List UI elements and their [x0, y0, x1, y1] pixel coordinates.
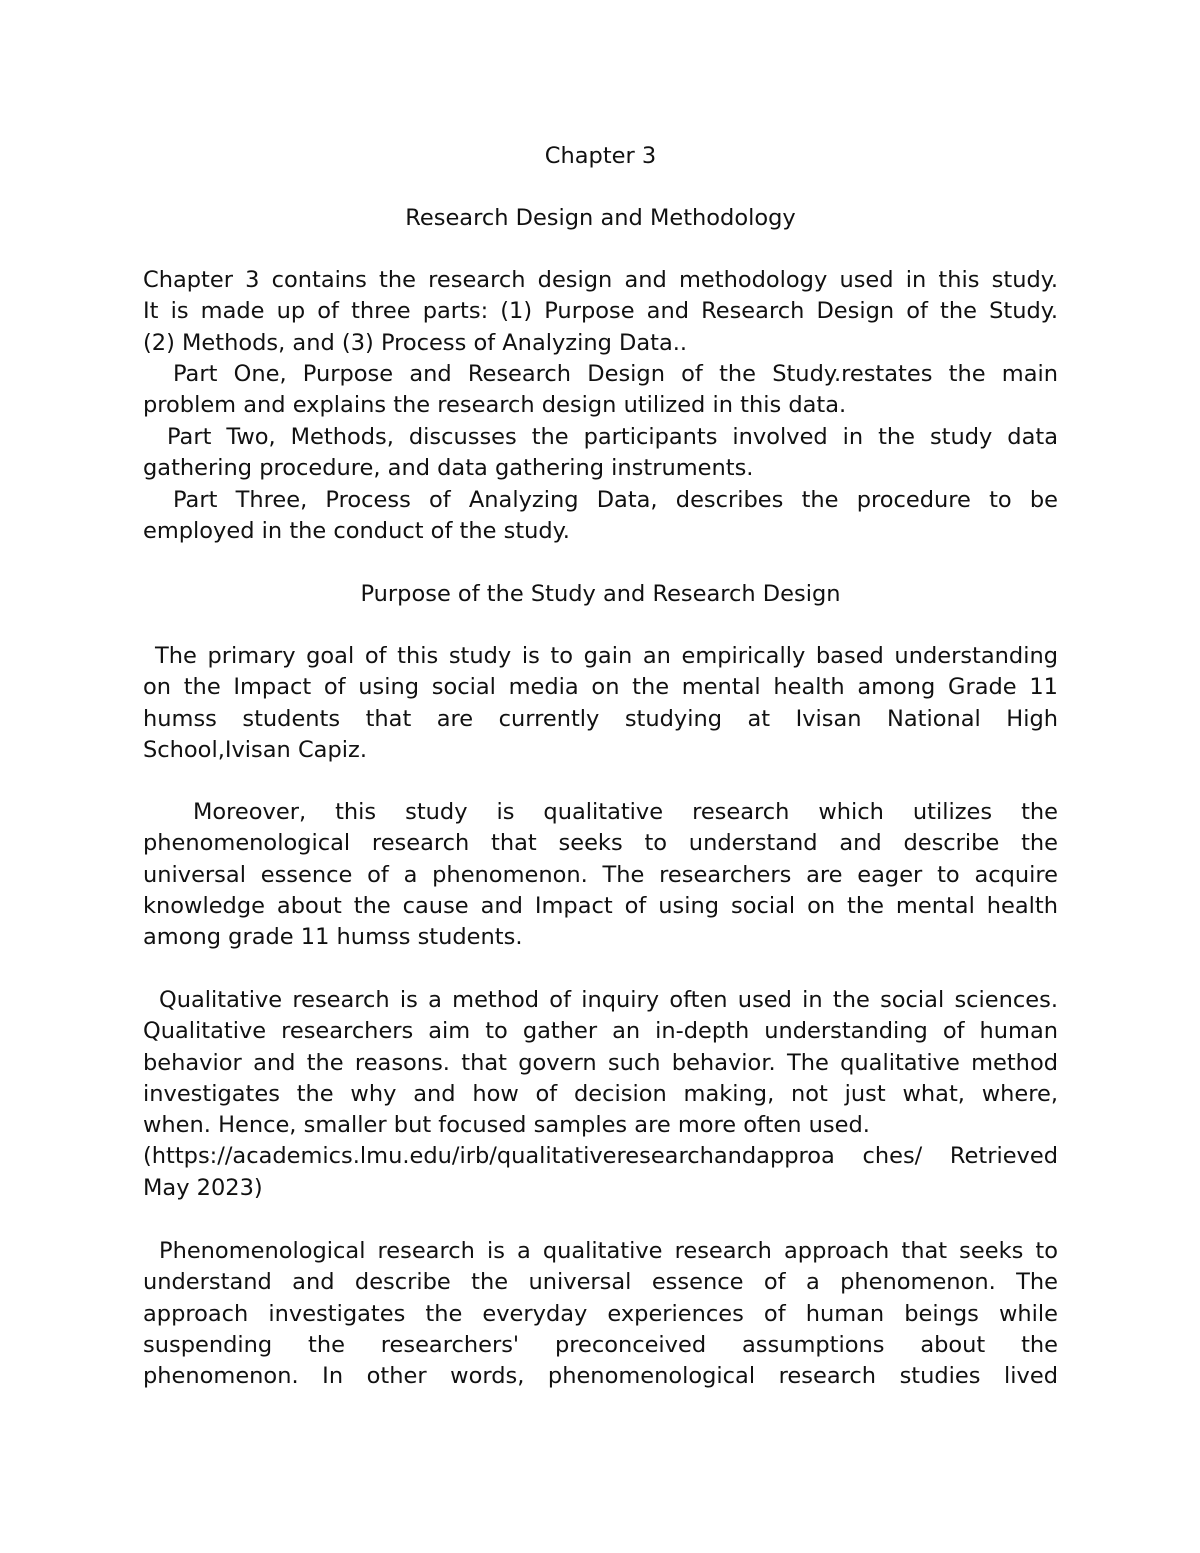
intro-paragraph: [143, 265, 1058, 359]
paragraph-line: phenomenon. In other words, phenomenological research studies lived: [143, 1363, 1058, 1390]
paragraph-line: The primary goal of this study is to gain an empirically based understanding: [155, 643, 1058, 669]
paragraph-line: (2) Methods, and (3) Process of Analyzing Data..: [143, 329, 688, 356]
paragraph-line: understand and describe the universal essence of a phenomenon. The: [143, 1269, 1058, 1296]
paragraph-line: Part Two, Methods, discusses the participants involved in the study data: [167, 424, 1058, 450]
chapter-title: [143, 203, 1058, 234]
part-three-paragraph: [143, 485, 1058, 548]
paragraph-line: among grade 11 humss students.: [143, 924, 523, 951]
paragraph-line: phenomenological research that seeks to understand and describe the: [143, 830, 1058, 857]
paragraph-line: School,Ivisan Capiz.: [143, 736, 367, 763]
paragraph-line: Part Three, Process of Analyzing Data, describes the procedure to be: [173, 487, 1058, 513]
paragraph-line: Moreover, this study is qualitative research which utilizes the: [193, 799, 1058, 825]
chapter-title-text: Research Design and Methodology: [405, 205, 796, 231]
paragraph-line: when. Hence, smaller but focused samples are more often used.: [143, 1112, 870, 1139]
citation-line: (https://academics.lmu.edu/irb/qualitativeresearchandapproa ches/ Retrieved: [143, 1143, 1058, 1170]
paragraph-line: behavior and the reasons. that govern such behavior. The qualitative method: [143, 1049, 1058, 1076]
paragraph-line: humss students that are currently studying at Ivisan National High: [143, 705, 1058, 732]
paragraph-line: Qualitative research is a method of inquiry often used in the social sciences.: [159, 987, 1058, 1013]
paragraph-line: problem and explains the research design utilized in this data.: [143, 392, 847, 419]
section-heading: [143, 579, 1058, 610]
paragraph-line: Part One, Purpose and Research Design of the Study.restates the main: [173, 361, 1058, 387]
chapter-label: [143, 141, 1058, 172]
paragraph-line: Chapter 3 contains the research design and methodology used in this study.: [143, 267, 1058, 293]
paragraph-line: investigates the why and how of decision making, not just what, where,: [143, 1080, 1058, 1107]
goal-paragraph: [143, 641, 1058, 766]
qualitative-paragraph: [143, 985, 1058, 1204]
part-one-paragraph: [143, 359, 1058, 422]
paragraph-line: on the Impact of using social media on the mental health among Grade 11: [143, 674, 1058, 701]
paragraph-line: Phenomenological research is a qualitative research approach that seeks to: [159, 1238, 1058, 1264]
paragraph-line: employed in the conduct of the study.: [143, 518, 570, 545]
citation-line: May 2023): [143, 1174, 263, 1201]
paragraph-line: It is made up of three parts: (1) Purpose and Research Design of the Study.: [143, 298, 1058, 325]
paragraph-line: knowledge about the cause and Impact of using social on the mental health: [143, 892, 1058, 919]
chapter-label-text: Chapter 3: [544, 143, 657, 169]
moreover-paragraph: [143, 797, 1058, 953]
paragraph-line: gathering procedure, and data gathering instruments.: [143, 455, 754, 482]
part-two-paragraph: [143, 422, 1058, 485]
phenomenological-paragraph: [143, 1236, 1058, 1392]
paragraph-line: approach investigates the everyday experiences of human beings while: [143, 1300, 1058, 1327]
paragraph-line: suspending the researchers' preconceived assumptions about the: [143, 1331, 1058, 1358]
section-heading-text: Purpose of the Study and Research Design: [360, 581, 841, 607]
paragraph-line: universal essence of a phenomenon. The researchers are eager to acquire: [143, 861, 1058, 888]
paragraph-line: Qualitative researchers aim to gather an in-depth understanding of human: [143, 1018, 1058, 1045]
